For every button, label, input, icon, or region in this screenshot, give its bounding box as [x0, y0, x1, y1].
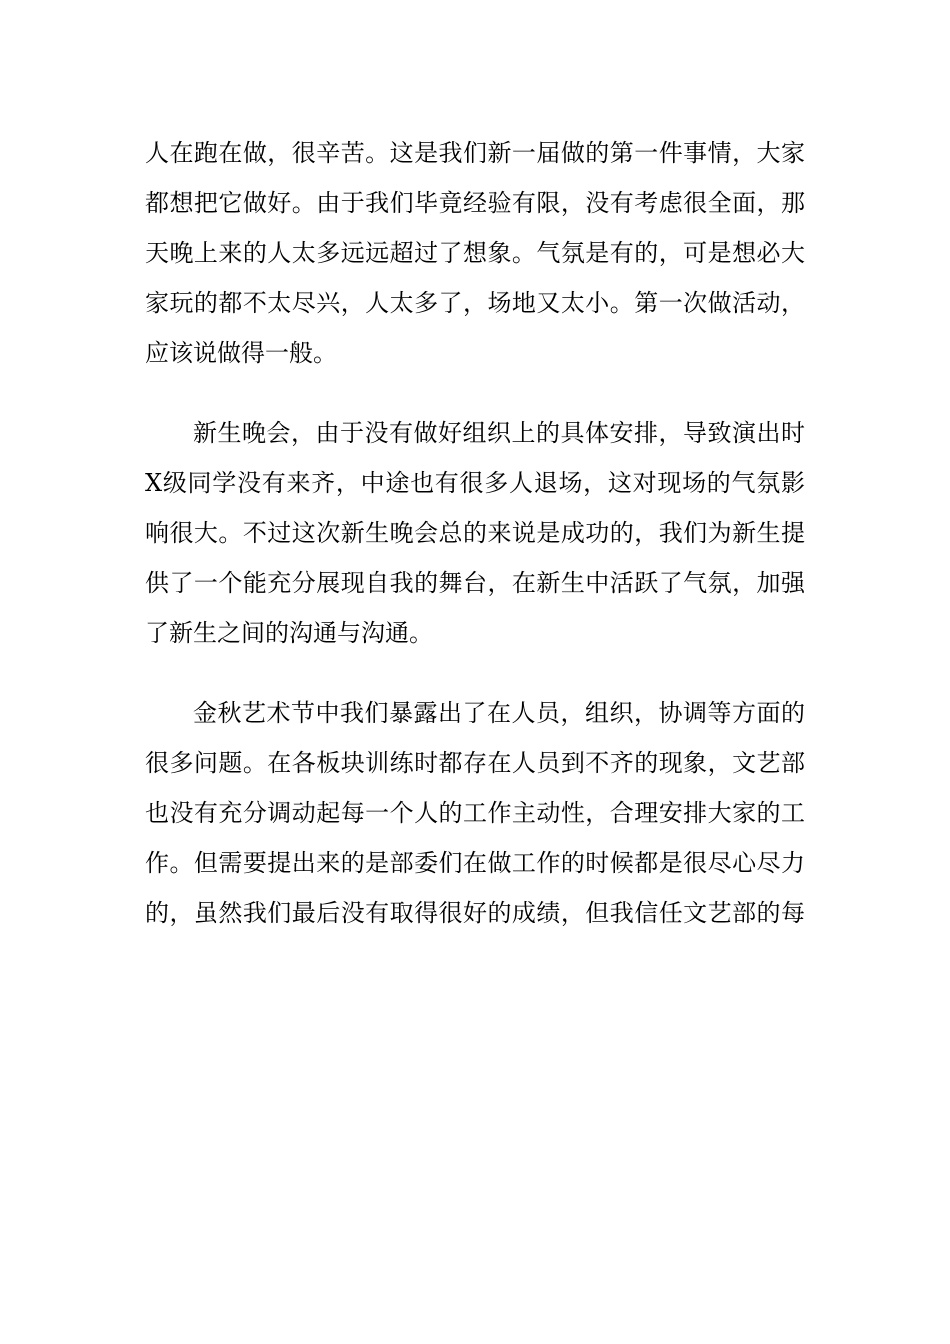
text-line: 了新生之间的沟通与沟通。	[145, 619, 433, 647]
text-line: 金秋艺术节中我们暴露出了在人员，组织，协调等方面的	[193, 699, 805, 727]
paragraph-gap	[145, 378, 805, 408]
text-line: 应该说做得一般。	[145, 339, 337, 367]
text-line: 都想把它做好。由于我们毕竟经验有限，没有考虑很全面，那	[145, 189, 805, 217]
text-line: 很多问题。在各板块训练时都存在人员到不齐的现象，文艺部	[145, 749, 805, 777]
text-line: 天晚上来的人太多远远超过了想象。气氛是有的，可是想必大	[145, 239, 805, 267]
text-line: 也没有充分调动起每一个人的工作主动性，合理安排大家的工	[145, 799, 805, 827]
text-line: 作。但需要提出来的是部委们在做工作的时候都是很尽心尽力	[145, 849, 805, 877]
text-line: 新生晚会，由于没有做好组织上的具体安排，导致演出时	[193, 419, 805, 447]
paragraph-2	[145, 408, 805, 658]
paragraph-1	[145, 128, 805, 378]
text-line: 的，虽然我们最后没有取得很好的成绩，但我信任文艺部的每	[145, 899, 805, 927]
text-line: 响很大。不过这次新生晚会总的来说是成功的，我们为新生提	[145, 519, 805, 547]
paragraph-3	[145, 688, 805, 938]
text-line: X级同学没有来齐，中途也有很多人退场，这对现场的气氛影	[145, 469, 805, 497]
paragraph-gap	[145, 658, 805, 688]
text-line: 人在跑在做，很辛苦。这是我们新一届做的第一件事情，大家	[145, 139, 805, 167]
text-line: 家玩的都不太尽兴，人太多了，场地又太小。第一次做活动，	[145, 289, 805, 317]
document-body	[145, 128, 805, 938]
text-line: 供了一个能充分展现自我的舞台，在新生中活跃了气氛，加强	[145, 569, 805, 597]
